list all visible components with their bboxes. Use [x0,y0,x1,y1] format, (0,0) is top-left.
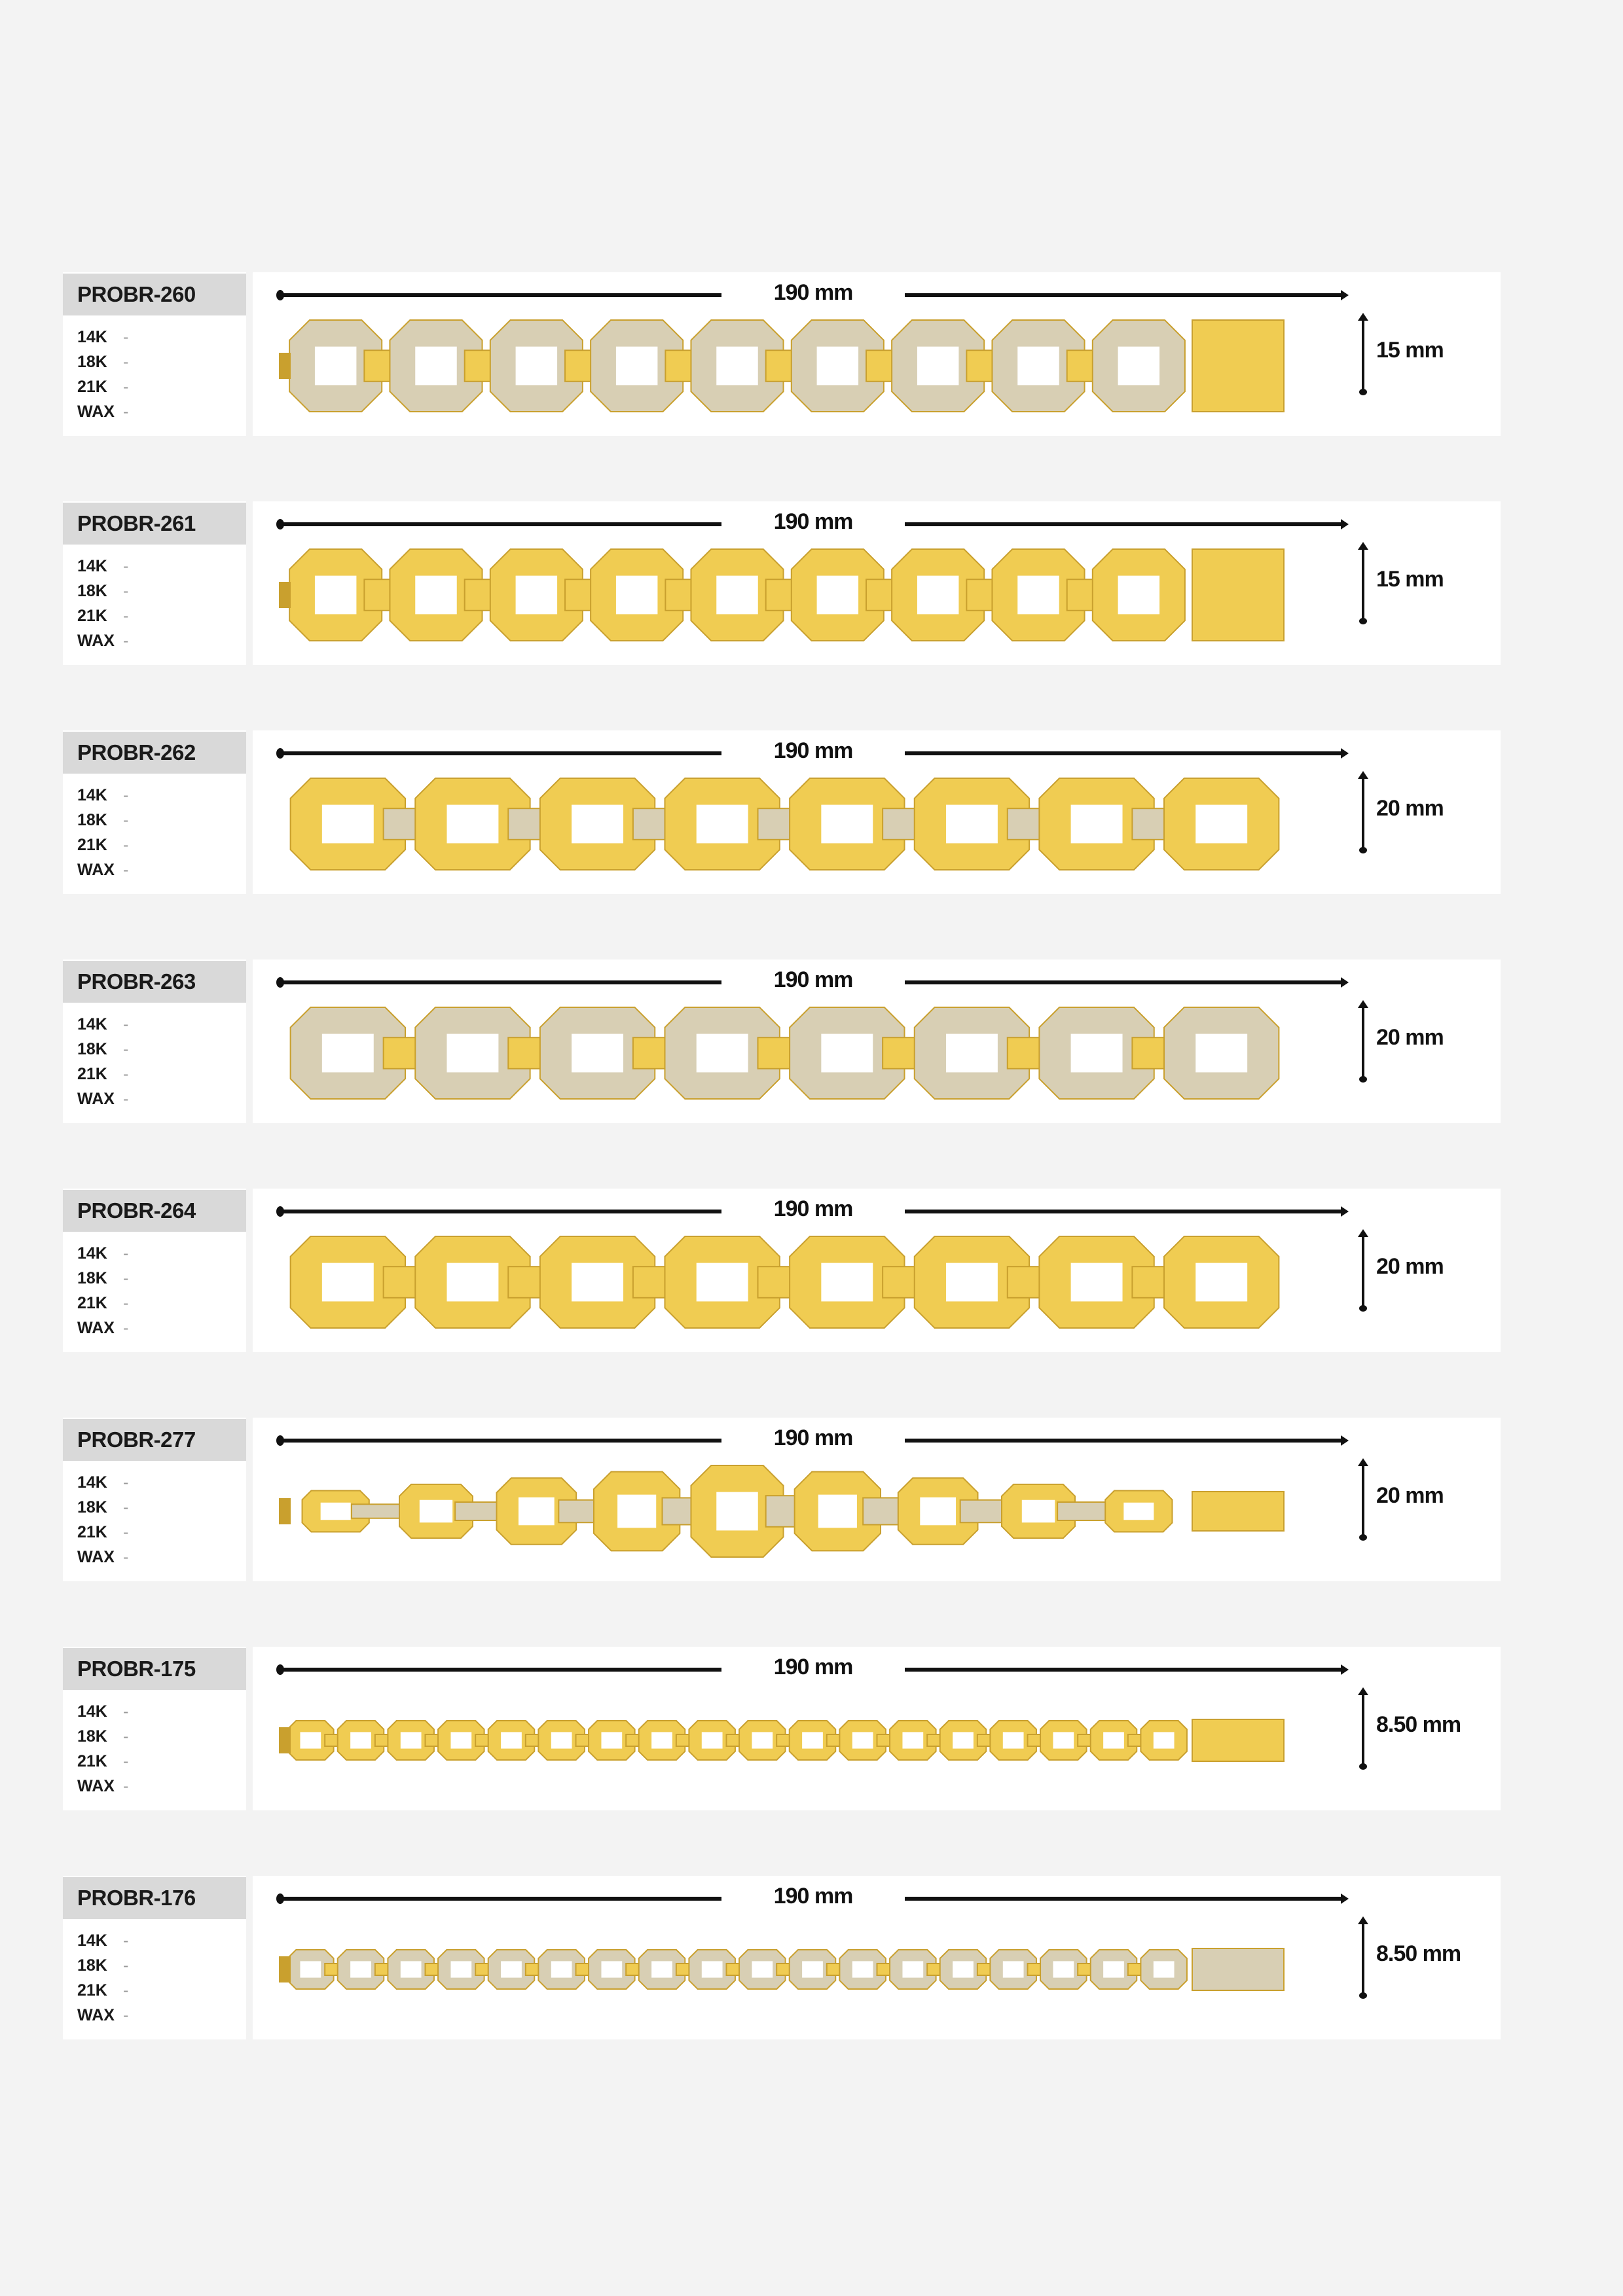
metal-name: 14K [77,1244,107,1263]
width-label: 20 mm [1376,1483,1444,1508]
metal-value: - [123,1319,129,1337]
metal-name: 18K [77,1269,107,1287]
bracelet-image [279,1462,1287,1560]
length-arrow-right [905,1210,1345,1213]
link-opening [321,1503,351,1520]
length-label: 190 mm [773,1655,853,1679]
link-opening [817,576,858,615]
link-opening [1118,576,1159,615]
width-arrow [1362,1005,1364,1079]
metal-row [77,1291,128,1316]
metal-name: 21K [77,378,107,396]
width-arrow [1362,1463,1364,1537]
metal-name: WAX [77,1548,115,1566]
metal-row [77,374,128,399]
bracelet-image [279,1920,1287,2018]
link-opening [1103,1732,1124,1748]
link-opening [702,1961,723,1977]
link-opening [1118,347,1159,386]
metal-value: - [123,1090,129,1108]
length-arrow-right [905,522,1345,526]
metal-name: 14K [77,1473,107,1492]
metal-list [77,1928,128,2028]
metal-row [77,1012,128,1037]
metal-list [77,325,128,424]
metal-name: 18K [77,1956,107,1975]
metal-name: 21K [77,1981,107,2000]
metal-row [77,554,128,579]
metal-name: WAX [77,1777,115,1795]
product-image-panel [253,272,1501,436]
metal-list [77,1470,128,1570]
link-opening [300,1732,321,1748]
length-label: 190 mm [773,509,853,534]
metal-value: - [123,1931,129,1950]
link-opening [1017,576,1059,615]
metal-name: WAX [77,861,115,879]
metal-row [77,1495,128,1520]
metal-row [77,399,128,424]
product-card [63,1647,1501,1810]
metal-list [77,783,128,882]
product-code: PROBR-176 [63,1877,246,1919]
metal-name: 21K [77,1523,107,1541]
link-opening [802,1961,823,1977]
link-opening [953,1961,974,1977]
link-opening [821,1034,873,1073]
metal-value: - [123,403,129,421]
link-opening [716,576,757,615]
link-opening [821,805,873,844]
product-label [63,272,246,436]
link-opening [616,347,657,386]
link-opening [802,1732,823,1748]
clasp [1192,1492,1284,1531]
metal-list [77,1012,128,1111]
link-opening [501,1732,522,1748]
link-opening [821,1263,873,1302]
metal-row [77,628,128,653]
clasp-tongue [279,1727,291,1753]
clasp-tongue [279,353,291,379]
link-opening [1071,1034,1123,1073]
metal-name: 14K [77,328,107,346]
clasp [1192,549,1284,641]
link-opening [601,1961,622,1977]
metal-row [77,1316,128,1340]
metal-value: - [123,328,129,346]
product-code: PROBR-263 [63,961,246,1003]
metal-name: 18K [77,811,107,829]
link-opening [551,1732,572,1748]
width-label: 8.50 mm [1376,1941,1461,1966]
length-label: 190 mm [773,280,853,305]
product-label [63,1189,246,1352]
link-opening [519,1498,555,1526]
metal-row [77,857,128,882]
link-opening [716,1492,757,1531]
link-opening [447,805,498,844]
link-opening [917,576,958,615]
link-opening [516,576,557,615]
metal-name: 18K [77,353,107,371]
product-code: PROBR-262 [63,732,246,774]
link-opening [420,1500,452,1523]
length-arrow-left [279,1897,721,1901]
link-opening [1123,1503,1154,1520]
link-opening [946,1263,998,1302]
link-opening [818,1495,857,1528]
product-label [63,1876,246,2039]
link-opening [1017,347,1059,386]
metal-list [77,554,128,653]
metal-name: 14K [77,1015,107,1033]
link-opening [450,1732,471,1748]
link-opening [752,1732,773,1748]
metal-value: - [123,1981,129,2000]
bracelet-image [279,775,1287,873]
link-opening [447,1263,498,1302]
metal-list [77,1241,128,1340]
metal-row [77,350,128,374]
link-opening [551,1961,572,1977]
metal-row [77,1037,128,1062]
metal-name: 14K [77,1702,107,1721]
metal-name: 14K [77,786,107,804]
link-opening [817,347,858,386]
connector-bar [352,1504,402,1518]
metal-value: - [123,1702,129,1721]
connector-bar [1057,1502,1108,1520]
metal-value: - [123,1752,129,1770]
metal-value: - [123,632,129,650]
length-arrow-left [279,522,721,526]
length-arrow-right [905,1897,1345,1901]
metal-row [77,1086,128,1111]
metal-value: - [123,557,129,575]
link-opening [401,1732,422,1748]
link-opening [601,1732,622,1748]
clasp-tongue [279,582,291,608]
length-arrow-left [279,293,721,297]
metal-value: - [123,1015,129,1033]
length-arrow-left [279,1439,721,1443]
product-label [63,1647,246,1810]
link-opening [1003,1961,1024,1977]
link-opening [350,1732,371,1748]
metal-name: 18K [77,582,107,600]
width-label: 20 mm [1376,1025,1444,1050]
metal-row [77,1749,128,1774]
metal-value: - [123,836,129,854]
product-label [63,960,246,1123]
metal-row [77,1062,128,1086]
width-label: 8.50 mm [1376,1712,1461,1737]
metal-name: WAX [77,1090,115,1108]
link-opening [651,1961,672,1977]
clasp [1192,320,1284,412]
link-opening [1022,1500,1055,1523]
product-card [63,272,1501,436]
link-opening [617,1495,656,1528]
bracelet-image [279,317,1287,415]
link-opening [616,576,657,615]
metal-value: - [123,1040,129,1058]
metal-value: - [123,1548,129,1566]
product-code: PROBR-264 [63,1190,246,1232]
metal-name: 14K [77,557,107,575]
link-opening [315,576,356,615]
link-opening [852,1732,873,1748]
clasp [1192,1719,1284,1761]
link-opening [697,1034,748,1073]
product-code: PROBR-260 [63,274,246,315]
link-opening [902,1732,923,1748]
metal-row [77,1928,128,1953]
link-opening [516,347,557,386]
metal-row [77,1724,128,1749]
metal-name: WAX [77,632,115,650]
metal-row [77,579,128,603]
product-label [63,1418,246,1581]
link-opening [1154,1961,1175,1977]
product-image-panel [253,1418,1501,1581]
link-opening [953,1732,974,1748]
link-opening [401,1961,422,1977]
metal-name: 21K [77,1752,107,1770]
length-arrow-right [905,980,1345,984]
length-label: 190 mm [773,1426,853,1450]
metal-row [77,833,128,857]
metal-value: - [123,1523,129,1541]
product-image-panel [253,1647,1501,1810]
link-opening [572,805,623,844]
metal-list [77,1699,128,1799]
metal-row [77,1520,128,1545]
link-opening [1103,1961,1124,1977]
product-card [63,501,1501,665]
metal-value: - [123,1727,129,1746]
width-label: 20 mm [1376,796,1444,821]
link-opening [1195,1034,1247,1073]
metal-value: - [123,2006,129,2024]
width-label: 20 mm [1376,1254,1444,1279]
metal-name: 14K [77,1931,107,1950]
metal-row [77,2003,128,2028]
metal-value: - [123,1065,129,1083]
metal-value: - [123,1473,129,1492]
product-label [63,730,246,894]
metal-value: - [123,582,129,600]
metal-name: 21K [77,1294,107,1312]
link-opening [697,1263,748,1302]
product-code: PROBR-175 [63,1648,246,1690]
metal-value: - [123,607,129,625]
clasp-tongue [279,1498,291,1524]
metal-value: - [123,1498,129,1516]
bracelet-image [279,1691,1287,1789]
length-label: 190 mm [773,967,853,992]
metal-value: - [123,861,129,879]
metal-row [77,1241,128,1266]
link-opening [1071,1263,1123,1302]
link-opening [651,1732,672,1748]
width-arrow [1362,1922,1364,1995]
product-image-panel [253,960,1501,1123]
metal-row [77,1953,128,1978]
metal-name: 18K [77,1040,107,1058]
metal-value: - [123,1777,129,1795]
product-label [63,501,246,665]
product-card [63,1189,1501,1352]
metal-value: - [123,786,129,804]
link-opening [1154,1732,1175,1748]
metal-name: 21K [77,836,107,854]
width-arrow [1362,776,1364,850]
product-card [63,960,1501,1123]
product-image-panel [253,1189,1501,1352]
length-arrow-right [905,751,1345,755]
link-opening [450,1961,471,1977]
bracelet-image [279,1233,1287,1331]
link-opening [447,1034,498,1073]
link-opening [572,1263,623,1302]
link-opening [300,1961,321,1977]
product-card [63,730,1501,894]
metal-value: - [123,1294,129,1312]
length-label: 190 mm [773,738,853,763]
link-opening [501,1961,522,1977]
metal-row [77,783,128,808]
link-opening [322,1263,374,1302]
clasp-tongue [279,1956,291,1982]
link-opening [322,1034,374,1073]
metal-name: 21K [77,1065,107,1083]
product-code: PROBR-261 [63,503,246,545]
metal-row [77,1774,128,1799]
width-arrow [1362,547,1364,620]
width-arrow [1362,1693,1364,1766]
product-code: PROBR-277 [63,1419,246,1461]
metal-name: WAX [77,403,115,421]
metal-row [77,603,128,628]
length-arrow-right [905,1439,1345,1443]
link-opening [1053,1961,1074,1977]
product-card [63,1418,1501,1581]
metal-value: - [123,1956,129,1975]
metal-name: 21K [77,607,107,625]
width-label: 15 mm [1376,567,1444,592]
metal-row [77,325,128,350]
width-label: 15 mm [1376,338,1444,363]
metal-value: - [123,1244,129,1263]
length-arrow-left [279,1668,721,1672]
link-opening [1053,1732,1074,1748]
length-arrow-left [279,980,721,984]
link-opening [716,347,757,386]
metal-name: WAX [77,2006,115,2024]
metal-row [77,1699,128,1724]
link-opening [350,1961,371,1977]
metal-row [77,1978,128,2003]
link-opening [1003,1732,1024,1748]
length-arrow-left [279,751,721,755]
link-opening [946,805,998,844]
link-opening [917,347,958,386]
link-opening [322,805,374,844]
metal-row [77,1266,128,1291]
link-opening [1071,805,1123,844]
metal-row [77,1545,128,1570]
link-opening [415,347,456,386]
link-opening [852,1961,873,1977]
length-arrow-left [279,1210,721,1213]
link-opening [315,347,356,386]
link-opening [702,1732,723,1748]
link-opening [920,1498,956,1526]
metal-value: - [123,353,129,371]
metal-row [77,1470,128,1495]
product-image-panel [253,730,1501,894]
link-opening [946,1034,998,1073]
length-label: 190 mm [773,1196,853,1221]
metal-value: - [123,1269,129,1287]
length-arrow-right [905,293,1345,297]
bracelet-image [279,546,1287,644]
bracelet-image [279,1004,1287,1102]
product-card [63,1876,1501,2039]
link-opening [697,805,748,844]
link-opening [415,576,456,615]
metal-name: WAX [77,1319,115,1337]
metal-name: 18K [77,1727,107,1746]
link-opening [752,1961,773,1977]
link-opening [572,1034,623,1073]
product-image-panel [253,501,1501,665]
metal-value: - [123,811,129,829]
metal-row [77,808,128,833]
length-label: 190 mm [773,1884,853,1909]
metal-value: - [123,378,129,396]
width-arrow [1362,318,1364,391]
product-image-panel [253,1876,1501,2039]
width-arrow [1362,1234,1364,1308]
length-arrow-right [905,1668,1345,1672]
link-opening [902,1961,923,1977]
metal-name: 18K [77,1498,107,1516]
link-opening [1195,1263,1247,1302]
clasp [1192,1948,1284,1990]
link-opening [1195,805,1247,844]
